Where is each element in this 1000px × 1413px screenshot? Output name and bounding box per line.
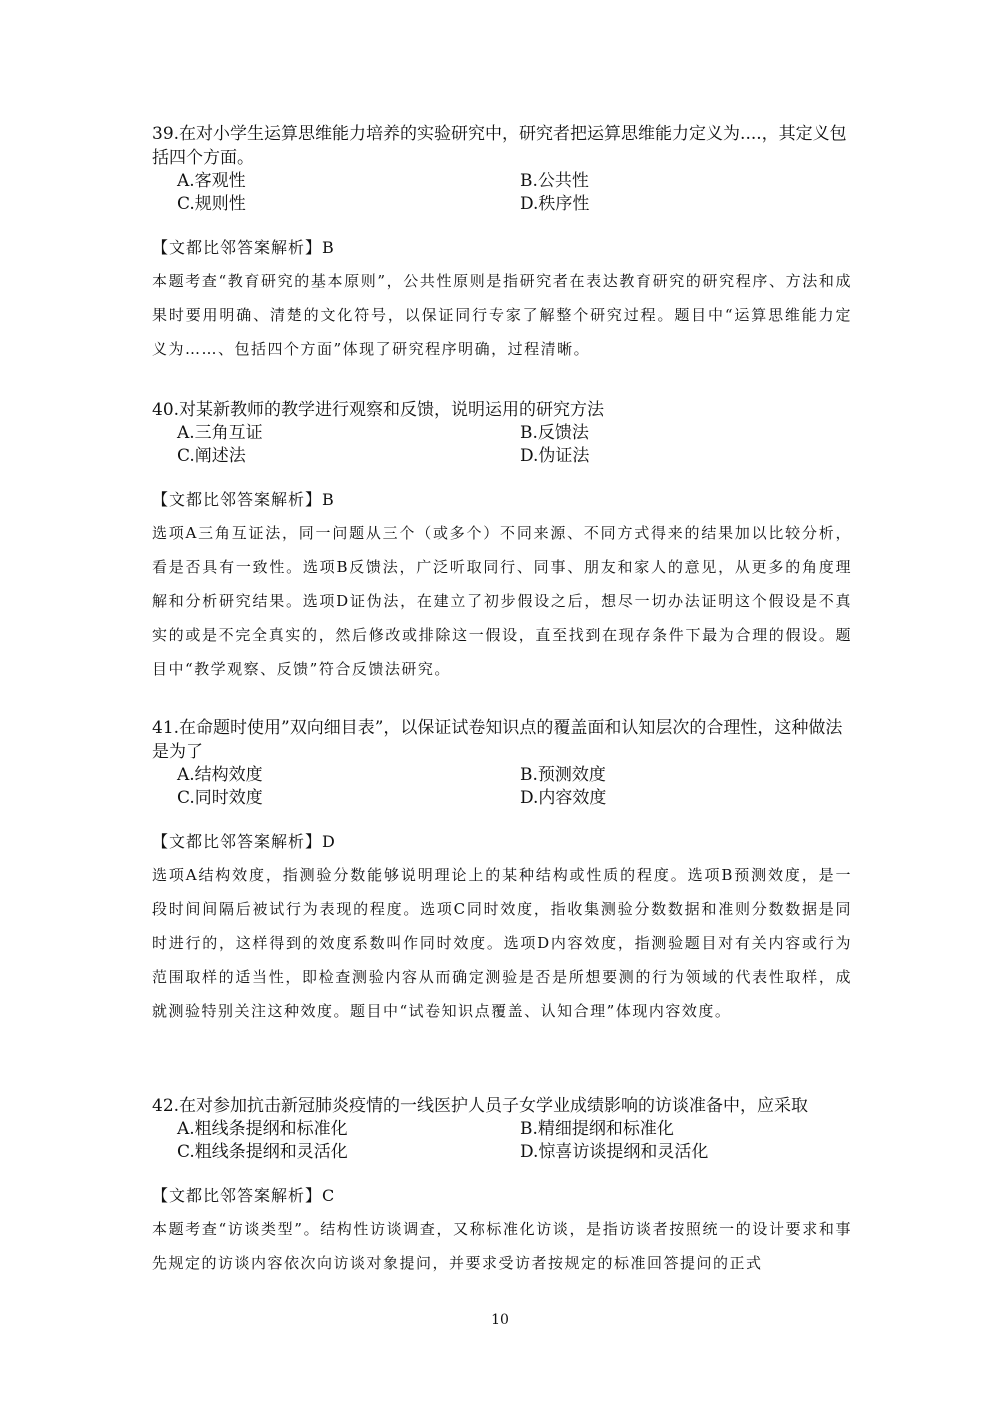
question-stem: 39.在对小学生运算思维能力培养的实验研究中，研究者把运算思维能力定义为....，其定义包括四个方面。 [152,124,847,168]
question-42 [152,1094,852,1280]
option-c: C.同时效度 [177,788,263,808]
question-40 [152,398,852,686]
option-d: D.惊喜访谈提纲和灵活化 [520,1142,709,1162]
option-a: A.结构效度 [177,765,263,785]
question-stem: 41.在命题时使用”双向细目表”，以保证试卷知识点的覆盖面和认知层次的合理性，这种做法是为了 [152,718,843,762]
option-d: D.内容效度 [520,788,607,808]
question-stem: 40.对某新教师的教学进行观察和反馈，说明运用的研究方法 [152,400,605,420]
option-b: B.精细提纲和标准化 [520,1119,674,1139]
answer-heading: 【文都比邻答案解析】D [152,832,336,851]
answer-analysis: 本题考查“访谈类型”。结构性访谈调查，又称标准化访谈，是指访谈者按照统一的设计要求和事先规定的访谈内容依次向访谈对象提问，并要求受访者按规定的标准回答提问的正式 [152,1220,852,1272]
option-b: B.反馈法 [520,423,589,443]
answer-analysis: 选项A结构效度，指测验分数能够说明理论上的某种结构或性质的程度。选项B预测效度，是一段时间间隔后被试行为表现的程度。选项C同时效度，指收集测验分数数据和准则分数数据是同时进行的，这样得到的效度系数叫作同时效度。选项D内容效度，指测验题目对有关内容或行为范围取样的适当性，即检查测验内容从而确定测验是否是所想要测的行为领域的代表性取样，成就测验特别关注这种效度。题目中“试卷知识点覆盖、认知合理”体现内容效度。 [152,866,852,1020]
answer-heading: 【文都比邻答案解析】C [152,1186,336,1205]
option-list [177,422,852,468]
question-stem: 42.在对参加抗击新冠肺炎疫情的一线医护人员子女学业成绩影响的访谈准备中，应采取 [152,1096,809,1116]
option-c: C.粗线条提纲和灵活化 [177,1142,348,1162]
option-a: A.客观性 [177,171,246,191]
question-39 [152,122,852,366]
answer-heading: 【文都比邻答案解析】B [152,238,335,257]
question-41 [152,716,852,1028]
option-b: B.公共性 [520,171,589,191]
answer-heading: 【文都比邻答案解析】B [152,490,335,509]
option-d: D.秩序性 [520,194,590,214]
option-a: A.三角互证 [177,423,263,443]
option-a: A.粗线条提纲和标准化 [177,1119,348,1139]
option-list [177,1118,852,1164]
option-b: B.预测效度 [520,765,606,785]
option-list [177,170,852,216]
answer-analysis: 选项A三角互证法，同一问题从三个（或多个）不同来源、不同方式得来的结果加以比较分析，看是否具有一致性。选项B反馈法，广泛听取同行、同事、朋友和家人的意见，从更多的角度理解和分析研究结果。选项D证伪法，在建立了初步假设之后，想尽一切办法证明这个假设是不真实的或是不完全真实的，然后修改或排除这一假设，直至找到在现存条件下最为合理的假设。题目中“教学观察、反馈”符合反馈法研究。 [152,524,852,678]
answer-analysis: 本题考查“教育研究的基本原则”，公共性原则是指研究者在表达教育研究的研究程序、方法和成果时要用明确、清楚的文化符号，以保证同行专家了解整个研究过程。题目中“运算思维能力定义为……、包括四个方面”体现了研究程序明确，过程清晰。 [152,272,852,358]
option-c: C.规则性 [177,194,246,214]
option-d: D.伪证法 [520,446,590,466]
option-c: C.阐述法 [177,446,246,466]
option-list [177,764,852,810]
page-number: 10 [491,1312,509,1328]
